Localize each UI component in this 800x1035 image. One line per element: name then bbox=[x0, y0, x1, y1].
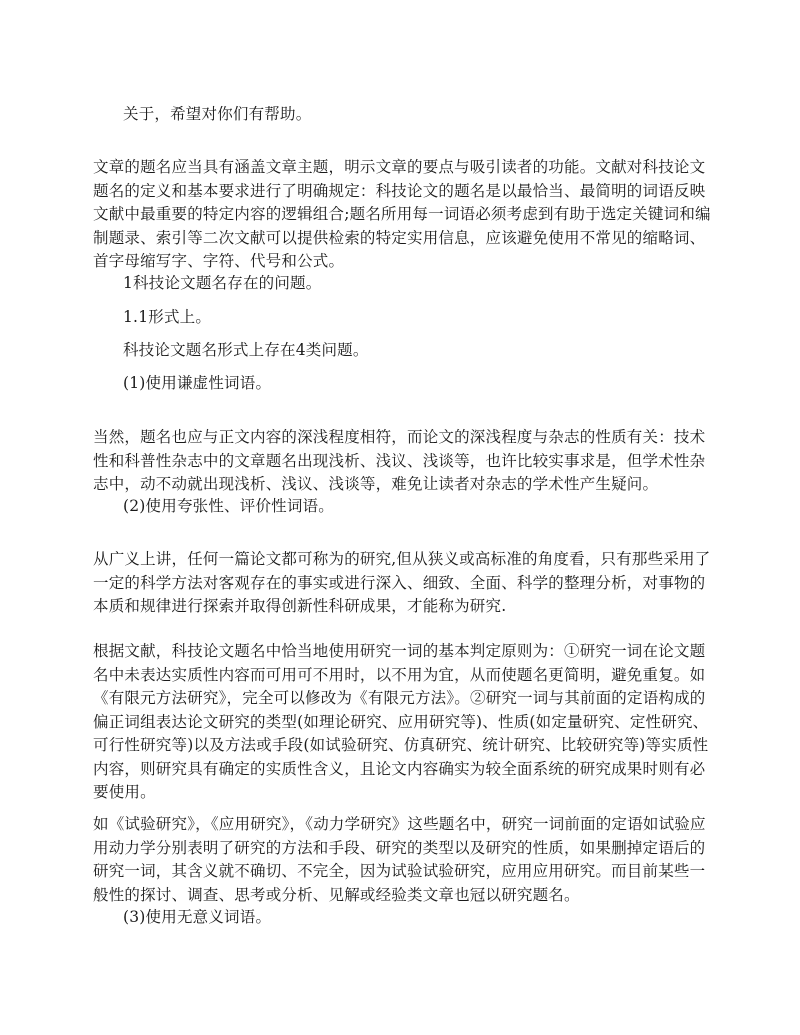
item-meaningless-words: (3)使用无意义词语。 bbox=[123, 908, 272, 926]
paragraph-research-definition: 从广义上讲，任何一篇论文都可称为的研究,但从狭义或高标准的角度看，只有那些采用了一定的科学方法对客观存在的事实或进行深入、细致、全面、科学的整理分析，对事物的本质和规律进行探索并取得创新性科研成果，才能称为研究. bbox=[93, 550, 711, 615]
heading-problems: 1科技论文题名存在的问题。 bbox=[123, 274, 322, 292]
paragraph-research-principles: 根据文献，科技论文题名中恰当地使用研究一词的基本判定原则为：①研究一词在论文题名中未表达实质性内容而可用可不用时，以不用为宜，从而使题名更简明，避免重复。如《有限元方法研究》，完全可以修改为《有限元方法》。②研究一词与其前面的定语构成的偏正词组表达论文研究的类型(如理论研究、应用研究等)、性质(如定量研究、定性研究、可行性研究等)以及方法或手段(如试验研究、仿真研究、统计研究、比较研究等)等实质性内容，则研究具有确定的实质性含义，且论文内容确实为较全面系统的研究成果时则有必要使用。 bbox=[93, 642, 709, 801]
heading-form: 1.1形式上。 bbox=[123, 308, 212, 326]
paragraph-depth: 当然，题名也应与正文内容的深浅程度相符，而论文的深浅程度与杂志的性质有关：技术性和科普性杂志中的文章题名出现浅析、浅议、浅谈等，也许比较实事求是，但学术性杂志中，动不动就出现浅析、浅议、浅谈等，难免让读者对杂志的学术性产生疑问。 bbox=[93, 428, 706, 493]
item-modest-words: (1)使用谦虚性词语。 bbox=[123, 374, 272, 392]
paragraph-title-definition: 文章的题名应当具有涵盖文章主题，明示文章的要点与吸引读者的功能。文献对科技论文题名的定义和基本要求进行了明确规定：科技论文的题名是以最恰当、最简明的词语反映文献中最重要的特定内容的逻辑组合;题名所用每一词语必须考虑到有助于选定关键词和编制题录、索引等二次文献可以提供检索的特定实用信息，应该避免使用不常见的缩略词、首字母缩写字、字符、代号和公式。 bbox=[93, 158, 711, 270]
paragraph-form-summary: 科技论文题名形式上存在4类问题。 bbox=[123, 341, 369, 359]
intro-line: 关于，希望对你们有帮助。 bbox=[123, 105, 312, 123]
item-exaggerated-words: (2)使用夸张性、评价性词语。 bbox=[123, 497, 334, 515]
paragraph-research-examples: 如《试验研究》，《应用研究》，《动力学研究》这些题名中，研究一词前面的定语如试验应用动力学分别表明了研究的方法和手段、研究的类型以及研究的性质，如果删掉定语后的研究一词，其含义就不确切、不完全，因为试验试验研究，应用应用研究。而目前某些一般性的探讨、调查、思考或分析、见解或经验类文章也冠以研究题名。 bbox=[93, 815, 706, 904]
